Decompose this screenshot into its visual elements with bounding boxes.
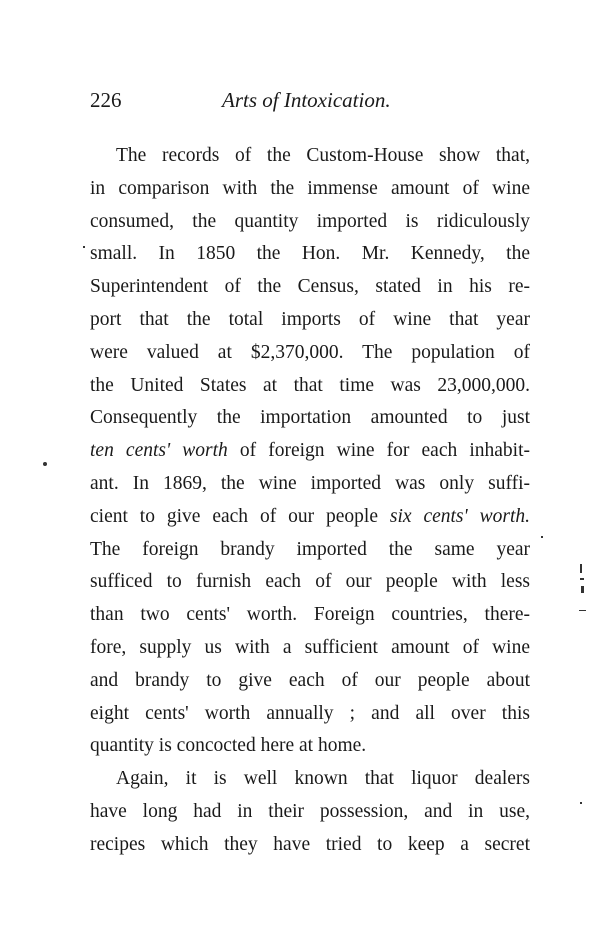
page-number: 226	[90, 88, 122, 112]
text-line: in comparison with the immense amount of wine	[90, 177, 530, 199]
text-line: small. In 1850 the Hon. Mr. Kennedy, the	[90, 243, 530, 265]
text-line: Again, it is well known that liquor dealers	[116, 768, 530, 790]
text-line: have long had in their possession, and in use,	[90, 800, 530, 822]
text-line: the United States at that time was 23,000,000.	[90, 374, 530, 396]
scan-speck	[43, 462, 47, 466]
text-line: eight cents' worth annually ; and all over this	[90, 702, 530, 724]
text-line: ten cents' worth of foreign wine for each inhabit-	[90, 440, 530, 462]
emphasis: six cents' worth.	[389, 505, 530, 527]
text-line: Superintendent of the Census, stated in his re-	[90, 276, 530, 298]
text-line: sufficed to furnish each of our people with less	[90, 571, 530, 593]
running-head	[90, 88, 530, 118]
text-line: were valued at $2,370,000. The population of	[90, 341, 530, 363]
text-line: port that the total imports of wine that year	[90, 308, 530, 330]
scan-speck	[580, 564, 582, 573]
text-line: The records of the Custom-House show that,	[116, 145, 530, 166]
text-line: than two cents' worth. Foreign countries, there-	[90, 604, 530, 626]
scan-speck	[581, 586, 584, 593]
scan-speck	[580, 578, 584, 580]
text-line: and brandy to give each of our people about	[90, 669, 530, 691]
text-line: cient to give each of our people six cents' worth.	[90, 505, 530, 527]
running-title: Arts of Intoxication.	[222, 88, 391, 112]
text-line: consumed, the quantity imported is ridiculously	[90, 210, 530, 232]
text-line: quantity is concocted here at home.	[90, 735, 367, 757]
text-line: The foreign brandy imported the same year	[90, 538, 530, 560]
scan-speck	[580, 802, 582, 804]
text-line: Consequently the importation amounted to just	[90, 407, 530, 429]
scan-speck	[541, 536, 543, 538]
text-line: recipes which they have tried to keep a secret	[90, 833, 530, 855]
text-line: ant. In 1869, the wine imported was only suffi-	[90, 472, 530, 494]
scan-speck	[83, 246, 85, 248]
emphasis: ten cents' worth	[90, 440, 228, 462]
text-line: fore, supply us with a sufficient amount of wine	[90, 636, 530, 658]
body-text	[90, 140, 530, 862]
scan-speck	[579, 610, 586, 611]
